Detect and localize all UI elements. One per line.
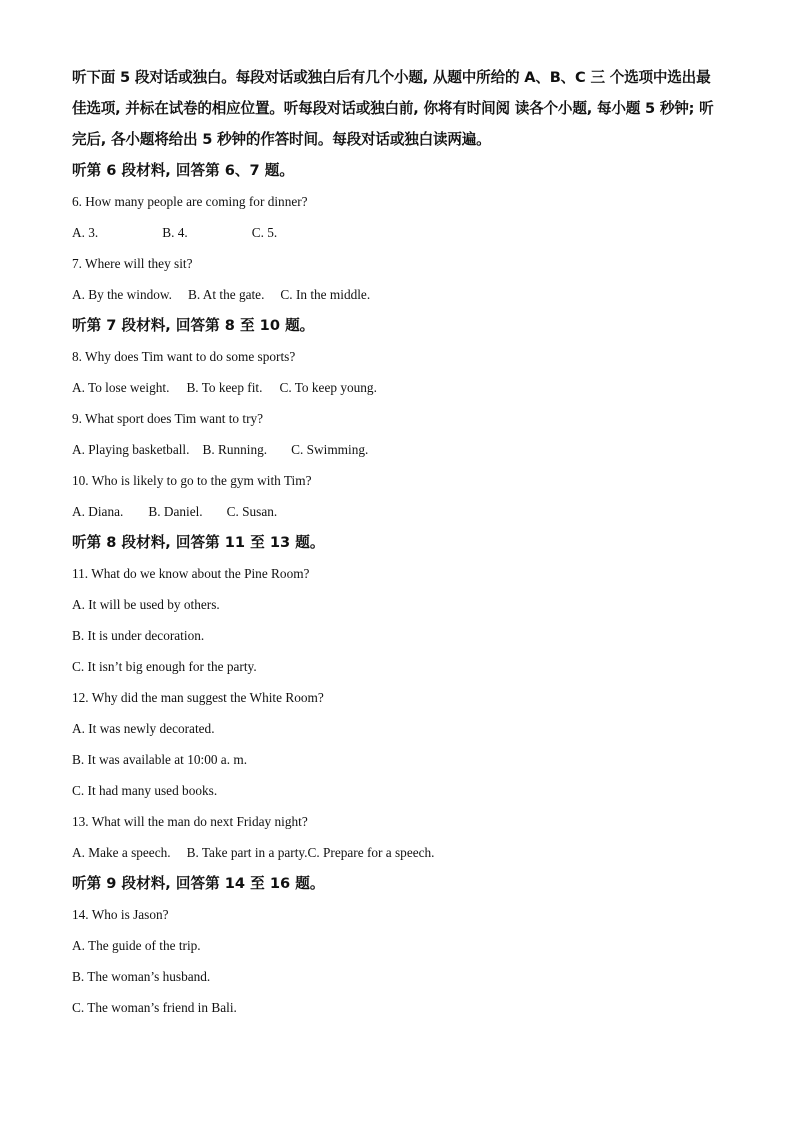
answer-option: B. Take part in a party. — [186, 845, 308, 860]
section-heading: 听第 8 段材料, 回答第 11 至 13 题。 — [72, 534, 325, 551]
answer-option: A. The guide of the trip. — [72, 938, 201, 953]
answer-option: B. It is under decoration. — [72, 628, 205, 643]
options-row — [72, 837, 724, 868]
listening-instructions: 听下面 5 段对话或独白。每段对话或独白后有几个小题, 从题中所给的 A、B、C 三 个选项中选出最佳选项, 并标在试卷的相应位置。听每段对话或独白前, 你将有时间阅 读各个小题, 每小题 5 秒钟; 听完后, 各小题将给出 5 秒钟的作答时间。每段对话或独白读两遍。 — [72, 69, 714, 148]
answer-option: A. 3. — [72, 225, 99, 240]
answer-option: C. The woman’s friend in Bali. — [72, 1000, 237, 1015]
answer-option: C. Susan. — [226, 504, 278, 519]
answer-option: C. Prepare for a speech. — [307, 845, 435, 860]
section-heading: 听第 7 段材料, 回答第 8 至 10 题。 — [72, 317, 315, 334]
answer-option: B. 4. — [162, 225, 188, 240]
options-row — [72, 217, 724, 248]
answer-option: B. At the gate. — [187, 287, 265, 302]
answer-option: A. It was newly decorated. — [72, 721, 215, 736]
question-text: 10. Who is likely to go to the gym with Tim? — [72, 473, 312, 488]
question-text: 7. Where will they sit? — [72, 256, 193, 271]
answer-option: A. To lose weight. — [72, 380, 170, 395]
answer-option: A. By the window. — [72, 287, 172, 302]
answer-option: B. The woman’s husband. — [72, 969, 211, 984]
question-sections — [72, 155, 724, 1023]
answer-option: C. 5. — [251, 225, 278, 240]
options-row — [72, 434, 724, 465]
question-text: 13. What will the man do next Friday night? — [72, 814, 308, 829]
answer-option: B. Running. — [202, 442, 268, 457]
section-heading: 听第 6 段材料, 回答第 6、7 题。 — [72, 162, 294, 179]
answer-option: A. It will be used by others. — [72, 597, 220, 612]
question-text: 9. What sport does Tim want to try? — [72, 411, 264, 426]
answer-option: C. To keep young. — [279, 380, 377, 395]
exam-page — [72, 62, 724, 1023]
answer-option: C. In the middle. — [280, 287, 371, 302]
answer-option: B. Daniel. — [148, 504, 203, 519]
answer-option: C. It had many used books. — [72, 783, 218, 798]
options-row — [72, 496, 724, 527]
question-text: 8. Why does Tim want to do some sports? — [72, 349, 296, 364]
answer-option: C. Swimming. — [291, 442, 369, 457]
question-text: 11. What do we know about the Pine Room? — [72, 566, 310, 581]
answer-option: C. It isn’t big enough for the party. — [72, 659, 257, 674]
question-text: 6. How many people are coming for dinner? — [72, 194, 308, 209]
options-row — [72, 279, 724, 310]
answer-option: B. It was available at 10:00 a. m. — [72, 752, 248, 767]
section-heading: 听第 9 段材料, 回答第 14 至 16 题。 — [72, 875, 325, 892]
answer-option: B. To keep fit. — [186, 380, 263, 395]
answer-option: A. Diana. — [72, 504, 124, 519]
answer-option: A. Playing basketball. — [72, 442, 190, 457]
question-text: 12. Why did the man suggest the White Room? — [72, 690, 324, 705]
options-row — [72, 372, 724, 403]
question-text: 14. Who is Jason? — [72, 907, 169, 922]
answer-option: A. Make a speech. — [72, 845, 171, 860]
